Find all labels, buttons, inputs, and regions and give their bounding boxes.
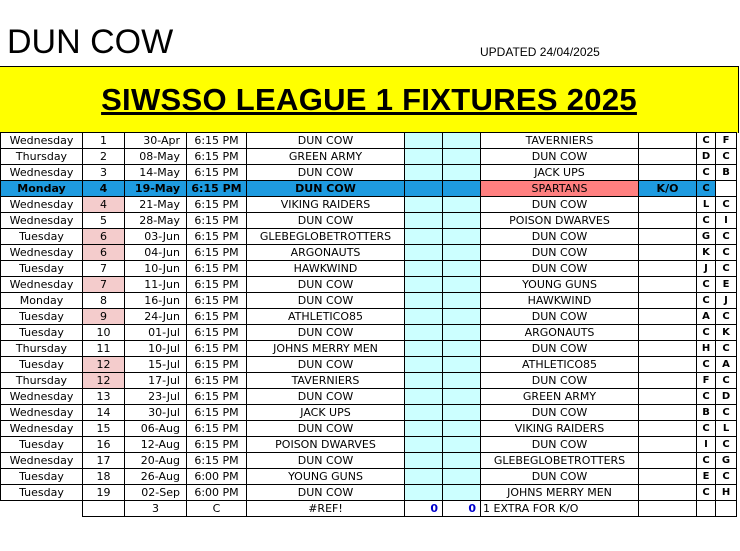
fixture-day: Tuesday	[1, 261, 83, 277]
score-home	[405, 437, 443, 453]
kickoff-flag	[639, 165, 697, 181]
fixture-time: 6:15 PM	[187, 389, 247, 405]
fixture-day: Monday	[1, 181, 83, 197]
fixture-away-team: DUN COW	[481, 197, 639, 213]
kickoff-flag	[639, 149, 697, 165]
code-away: C	[716, 405, 737, 421]
fixture-week: 16	[83, 437, 125, 453]
fixture-time: 6:15 PM	[187, 245, 247, 261]
fixture-date: 30-Jul	[125, 405, 187, 421]
fixture-row	[1, 485, 737, 501]
footer-blank	[697, 501, 716, 517]
fixture-row	[1, 341, 737, 357]
score-away	[443, 421, 481, 437]
code-home: C	[697, 181, 716, 197]
fixture-time: 6:00 PM	[187, 485, 247, 501]
fixture-day: Tuesday	[1, 485, 83, 501]
code-away: B	[716, 165, 737, 181]
score-away	[443, 261, 481, 277]
fixture-away-team: YOUNG GUNS	[481, 277, 639, 293]
fixture-home-team: ARGONAUTS	[247, 245, 405, 261]
fixture-row	[1, 261, 737, 277]
fixture-away-team: JACK UPS	[481, 165, 639, 181]
kickoff-flag	[639, 261, 697, 277]
fixture-date: 01-Jul	[125, 325, 187, 341]
fixture-away-team: JOHNS MERRY MEN	[481, 485, 639, 501]
code-home: L	[697, 197, 716, 213]
score-home	[405, 405, 443, 421]
fixture-date: 30-Apr	[125, 133, 187, 149]
score-away	[443, 485, 481, 501]
fixture-time: 6:15 PM	[187, 357, 247, 373]
kickoff-flag	[639, 373, 697, 389]
fixture-away-team: DUN COW	[481, 245, 639, 261]
footer-blank	[716, 501, 737, 517]
fixture-week: 1	[83, 133, 125, 149]
footer-ref: #REF!	[247, 501, 405, 517]
fixture-week: 17	[83, 453, 125, 469]
code-home: C	[697, 389, 716, 405]
score-home	[405, 245, 443, 261]
fixture-home-team: POISON DWARVES	[247, 437, 405, 453]
code-home: A	[697, 309, 716, 325]
fixture-home-team: DUN COW	[247, 453, 405, 469]
score-home	[405, 357, 443, 373]
score-home	[405, 277, 443, 293]
fixture-away-team: SPARTANS	[481, 181, 639, 197]
score-away	[443, 229, 481, 245]
fixture-date: 21-May	[125, 197, 187, 213]
fixture-row	[1, 181, 737, 197]
fixture-date: 14-May	[125, 165, 187, 181]
fixture-home-team: DUN COW	[247, 133, 405, 149]
score-away	[443, 181, 481, 197]
score-away	[443, 309, 481, 325]
fixture-home-team: DUN COW	[247, 181, 405, 197]
fixture-date: 06-Aug	[125, 421, 187, 437]
fixture-date: 10-Jun	[125, 261, 187, 277]
fixture-week: 2	[83, 149, 125, 165]
fixture-home-team: DUN COW	[247, 213, 405, 229]
fixture-date: 11-Jun	[125, 277, 187, 293]
score-away	[443, 277, 481, 293]
code-home: K	[697, 245, 716, 261]
score-away	[443, 245, 481, 261]
fixture-home-team: DUN COW	[247, 325, 405, 341]
code-away: E	[716, 277, 737, 293]
code-home: C	[697, 421, 716, 437]
fixture-row	[1, 213, 737, 229]
fixture-date: 23-Jul	[125, 389, 187, 405]
fixture-time: 6:15 PM	[187, 197, 247, 213]
fixture-row	[1, 373, 737, 389]
fixtures-table	[0, 132, 737, 517]
code-away: H	[716, 485, 737, 501]
fixture-date: 03-Jun	[125, 229, 187, 245]
kickoff-flag: K/O	[639, 181, 697, 197]
score-away	[443, 133, 481, 149]
score-away	[443, 165, 481, 181]
kickoff-flag	[639, 277, 697, 293]
score-away	[443, 437, 481, 453]
fixture-away-team: HAWKWIND	[481, 293, 639, 309]
fixture-time: 6:15 PM	[187, 309, 247, 325]
fixture-time: 6:15 PM	[187, 293, 247, 309]
score-home	[405, 213, 443, 229]
fixture-time: 6:15 PM	[187, 229, 247, 245]
score-home	[405, 165, 443, 181]
fixture-row	[1, 197, 737, 213]
fixture-week: 19	[83, 485, 125, 501]
fixture-time: 6:15 PM	[187, 133, 247, 149]
kickoff-flag	[639, 421, 697, 437]
footer-blank	[83, 501, 125, 517]
fixture-away-team: DUN COW	[481, 229, 639, 245]
score-home	[405, 453, 443, 469]
fixture-week: 7	[83, 261, 125, 277]
fixture-date: 28-May	[125, 213, 187, 229]
fixture-away-team: DUN COW	[481, 309, 639, 325]
fixture-row	[1, 133, 737, 149]
score-home	[405, 261, 443, 277]
score-home	[405, 133, 443, 149]
footer-note: 1 EXTRA FOR K/O	[481, 501, 639, 517]
footer-blank	[639, 501, 697, 517]
fixture-away-team: DUN COW	[481, 341, 639, 357]
fixture-time: 6:15 PM	[187, 149, 247, 165]
fixture-day: Tuesday	[1, 229, 83, 245]
code-away	[716, 181, 737, 197]
fixture-home-team: HAWKWIND	[247, 261, 405, 277]
footer-value-1: 0	[405, 501, 443, 517]
fixture-home-team: DUN COW	[247, 485, 405, 501]
kickoff-flag	[639, 245, 697, 261]
fixture-away-team: DUN COW	[481, 149, 639, 165]
fixture-row	[1, 149, 737, 165]
fixture-week: 4	[83, 197, 125, 213]
score-home	[405, 389, 443, 405]
score-home	[405, 229, 443, 245]
fixture-day: Tuesday	[1, 469, 83, 485]
fixture-date: 10-Jul	[125, 341, 187, 357]
fixture-time: 6:15 PM	[187, 421, 247, 437]
fixture-row	[1, 389, 737, 405]
code-away: C	[716, 341, 737, 357]
score-away	[443, 453, 481, 469]
code-away: J	[716, 293, 737, 309]
fixture-row	[1, 469, 737, 485]
score-home	[405, 485, 443, 501]
code-home: C	[697, 133, 716, 149]
code-home: B	[697, 405, 716, 421]
fixture-date: 12-Aug	[125, 437, 187, 453]
kickoff-flag	[639, 133, 697, 149]
club-name: DUN COW	[7, 23, 174, 61]
fixture-week: 8	[83, 293, 125, 309]
fixture-week: 10	[83, 325, 125, 341]
score-away	[443, 357, 481, 373]
code-away: C	[716, 261, 737, 277]
code-away: D	[716, 389, 737, 405]
score-away	[443, 293, 481, 309]
score-away	[443, 325, 481, 341]
fixture-day: Tuesday	[1, 325, 83, 341]
fixture-date: 24-Jun	[125, 309, 187, 325]
footer-blank	[1, 501, 83, 517]
fixture-day: Wednesday	[1, 197, 83, 213]
fixture-day: Wednesday	[1, 405, 83, 421]
fixture-away-team: ATHLETICO85	[481, 357, 639, 373]
code-away: C	[716, 373, 737, 389]
fixture-away-team: GREEN ARMY	[481, 389, 639, 405]
score-home	[405, 197, 443, 213]
footer-row	[1, 501, 737, 517]
kickoff-flag	[639, 357, 697, 373]
fixture-home-team: GREEN ARMY	[247, 149, 405, 165]
score-home	[405, 469, 443, 485]
fixture-time: 6:15 PM	[187, 277, 247, 293]
fixture-week: 18	[83, 469, 125, 485]
fixture-home-team: DUN COW	[247, 165, 405, 181]
kickoff-flag	[639, 293, 697, 309]
kickoff-flag	[639, 213, 697, 229]
fixture-home-team: DUN COW	[247, 389, 405, 405]
fixture-day: Wednesday	[1, 165, 83, 181]
fixture-date: 16-Jun	[125, 293, 187, 309]
fixture-row	[1, 357, 737, 373]
score-away	[443, 405, 481, 421]
code-home: F	[697, 373, 716, 389]
score-home	[405, 325, 443, 341]
code-away: C	[716, 197, 737, 213]
footer-value-2: 0	[443, 501, 481, 517]
fixture-home-team: ATHLETICO85	[247, 309, 405, 325]
fixture-time: 6:15 PM	[187, 453, 247, 469]
fixture-row	[1, 293, 737, 309]
fixture-week: 11	[83, 341, 125, 357]
fixture-row	[1, 421, 737, 437]
kickoff-flag	[639, 469, 697, 485]
score-away	[443, 213, 481, 229]
code-away: K	[716, 325, 737, 341]
code-away: C	[716, 437, 737, 453]
code-away: F	[716, 133, 737, 149]
kickoff-flag	[639, 325, 697, 341]
fixture-away-team: DUN COW	[481, 405, 639, 421]
kickoff-flag	[639, 405, 697, 421]
code-away: C	[716, 229, 737, 245]
fixture-day: Tuesday	[1, 309, 83, 325]
score-home	[405, 341, 443, 357]
code-away: L	[716, 421, 737, 437]
fixture-day: Wednesday	[1, 277, 83, 293]
fixture-row	[1, 437, 737, 453]
fixture-week: 9	[83, 309, 125, 325]
fixture-date: 19-May	[125, 181, 187, 197]
fixture-row	[1, 453, 737, 469]
fixture-home-team: DUN COW	[247, 293, 405, 309]
score-away	[443, 149, 481, 165]
fixture-time: 6:15 PM	[187, 165, 247, 181]
fixture-week: 5	[83, 213, 125, 229]
fixture-time: 6:15 PM	[187, 341, 247, 357]
fixture-row	[1, 309, 737, 325]
fixture-time: 6:15 PM	[187, 437, 247, 453]
fixture-date: 04-Jun	[125, 245, 187, 261]
code-home: C	[697, 293, 716, 309]
kickoff-flag	[639, 197, 697, 213]
fixture-day: Thursday	[1, 149, 83, 165]
code-away: C	[716, 149, 737, 165]
code-home: H	[697, 341, 716, 357]
kickoff-flag	[639, 437, 697, 453]
fixture-date: 02-Sep	[125, 485, 187, 501]
fixture-date: 26-Aug	[125, 469, 187, 485]
code-away: A	[716, 357, 737, 373]
kickoff-flag	[639, 453, 697, 469]
code-home: G	[697, 229, 716, 245]
score-home	[405, 293, 443, 309]
code-away: I	[716, 213, 737, 229]
kickoff-flag	[639, 389, 697, 405]
fixture-home-team: JACK UPS	[247, 405, 405, 421]
score-home	[405, 309, 443, 325]
score-away	[443, 389, 481, 405]
fixture-date: 20-Aug	[125, 453, 187, 469]
fixture-home-team: YOUNG GUNS	[247, 469, 405, 485]
fixture-away-team: DUN COW	[481, 373, 639, 389]
kickoff-flag	[639, 229, 697, 245]
fixture-week: 6	[83, 229, 125, 245]
code-away: C	[716, 245, 737, 261]
fixture-week: 12	[83, 357, 125, 373]
fixture-away-team: TAVERNIERS	[481, 133, 639, 149]
fixture-time: 6:15 PM	[187, 325, 247, 341]
updated-date: UPDATED 24/04/2025	[480, 45, 600, 59]
fixture-row	[1, 165, 737, 181]
fixture-time: 6:15 PM	[187, 261, 247, 277]
fixture-day: Wednesday	[1, 245, 83, 261]
title-banner	[0, 66, 739, 133]
code-home: C	[697, 357, 716, 373]
code-away: G	[716, 453, 737, 469]
score-home	[405, 181, 443, 197]
code-home: E	[697, 469, 716, 485]
fixture-day: Thursday	[1, 341, 83, 357]
score-home	[405, 373, 443, 389]
fixture-week: 14	[83, 405, 125, 421]
fixture-week: 7	[83, 277, 125, 293]
fixture-row	[1, 245, 737, 261]
footer-count: 3	[125, 501, 187, 517]
fixture-row	[1, 325, 737, 341]
footer-letter: C	[187, 501, 247, 517]
code-home: D	[697, 149, 716, 165]
fixture-time: 6:00 PM	[187, 469, 247, 485]
fixture-day: Tuesday	[1, 437, 83, 453]
kickoff-flag	[639, 485, 697, 501]
fixture-home-team: JOHNS MERRY MEN	[247, 341, 405, 357]
fixture-day: Wednesday	[1, 389, 83, 405]
fixture-row	[1, 229, 737, 245]
code-home: J	[697, 261, 716, 277]
score-home	[405, 149, 443, 165]
fixture-home-team: TAVERNIERS	[247, 373, 405, 389]
fixture-day: Wednesday	[1, 421, 83, 437]
fixture-date: 15-Jul	[125, 357, 187, 373]
fixture-away-team: VIKING RAIDERS	[481, 421, 639, 437]
kickoff-flag	[639, 309, 697, 325]
code-home: C	[697, 325, 716, 341]
fixture-home-team: DUN COW	[247, 357, 405, 373]
score-home	[405, 421, 443, 437]
fixture-rows	[1, 133, 737, 517]
code-home: C	[697, 485, 716, 501]
fixture-row	[1, 277, 737, 293]
fixture-day: Wednesday	[1, 213, 83, 229]
code-away: C	[716, 469, 737, 485]
fixture-day: Monday	[1, 293, 83, 309]
fixture-time: 6:15 PM	[187, 181, 247, 197]
fixture-week: 13	[83, 389, 125, 405]
fixture-day: Wednesday	[1, 133, 83, 149]
fixture-home-team: DUN COW	[247, 277, 405, 293]
fixture-day: Tuesday	[1, 357, 83, 373]
fixture-week: 15	[83, 421, 125, 437]
code-home: I	[697, 437, 716, 453]
fixture-time: 6:15 PM	[187, 213, 247, 229]
fixture-home-team: GLEBEGLOBETROTTERS	[247, 229, 405, 245]
fixture-date: 08-May	[125, 149, 187, 165]
page-title: SIWSSO LEAGUE 1 FIXTURES 2025	[101, 82, 637, 117]
fixture-date: 17-Jul	[125, 373, 187, 389]
code-home: C	[697, 277, 716, 293]
fixture-week: 4	[83, 181, 125, 197]
fixture-home-team: DUN COW	[247, 421, 405, 437]
kickoff-flag	[639, 341, 697, 357]
fixture-day: Thursday	[1, 373, 83, 389]
fixture-week: 12	[83, 373, 125, 389]
code-home: C	[697, 165, 716, 181]
code-away: C	[716, 309, 737, 325]
fixture-row	[1, 405, 737, 421]
fixture-time: 6:15 PM	[187, 405, 247, 421]
code-home: C	[697, 453, 716, 469]
score-away	[443, 197, 481, 213]
fixture-time: 6:15 PM	[187, 373, 247, 389]
score-away	[443, 373, 481, 389]
fixture-away-team: POISON DWARVES	[481, 213, 639, 229]
fixture-away-team: DUN COW	[481, 261, 639, 277]
code-home: C	[697, 213, 716, 229]
fixture-week: 6	[83, 245, 125, 261]
fixture-away-team: DUN COW	[481, 469, 639, 485]
score-away	[443, 469, 481, 485]
score-away	[443, 341, 481, 357]
fixture-away-team: ARGONAUTS	[481, 325, 639, 341]
fixture-away-team: DUN COW	[481, 437, 639, 453]
fixture-day: Wednesday	[1, 453, 83, 469]
fixture-away-team: GLEBEGLOBETROTTERS	[481, 453, 639, 469]
fixture-week: 3	[83, 165, 125, 181]
fixture-home-team: VIKING RAIDERS	[247, 197, 405, 213]
